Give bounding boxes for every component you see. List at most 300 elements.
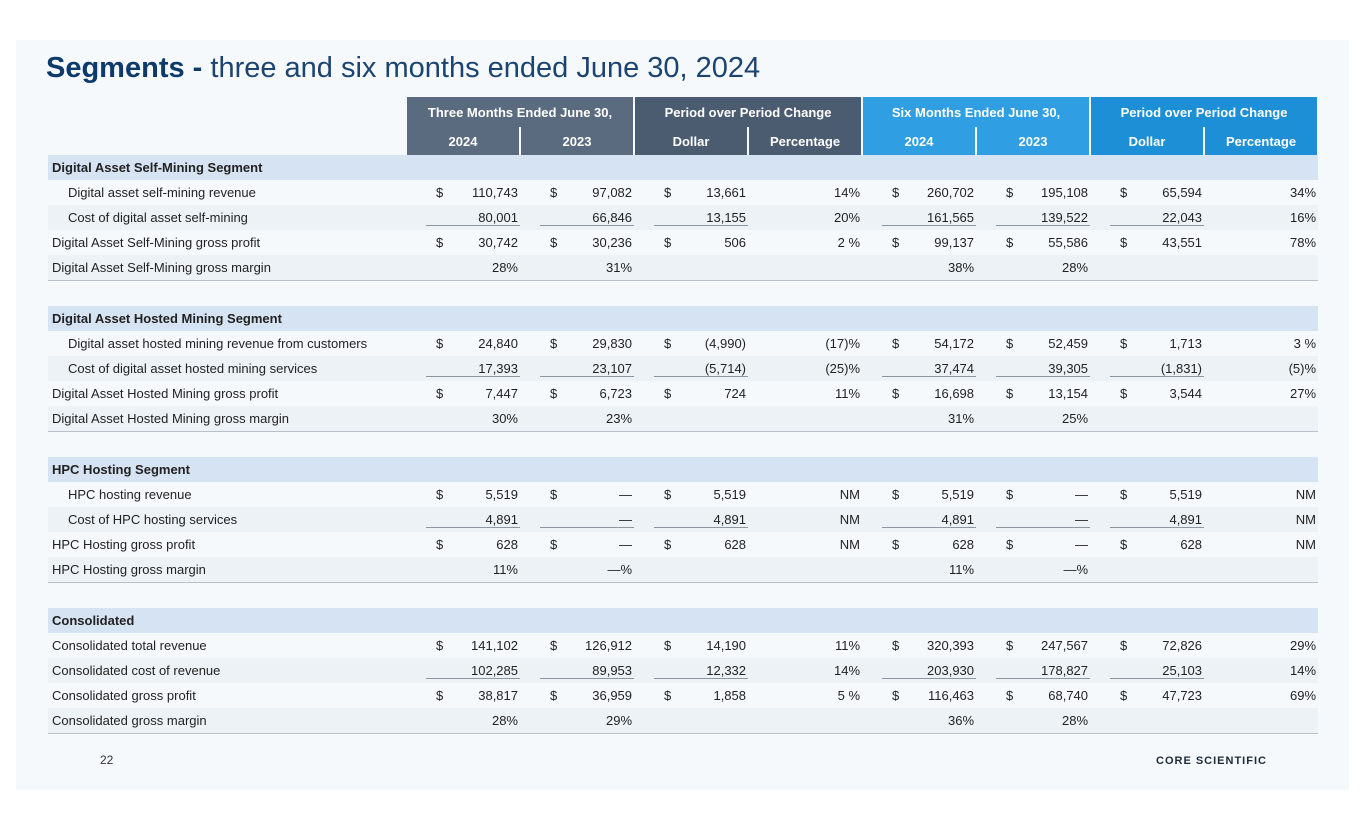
table-cell	[1090, 406, 1204, 432]
cell-value: 1,858	[713, 688, 747, 703]
currency-symbol: $	[550, 235, 558, 250]
cell-value: 31%	[947, 411, 975, 426]
page-title-bold: Segments -	[46, 52, 203, 84]
table-cell	[862, 255, 976, 281]
subheader-percentage-three: Percentage	[748, 127, 862, 155]
currency-symbol: $	[892, 235, 900, 250]
table-cell	[520, 507, 634, 532]
table-cell	[406, 356, 520, 381]
cell-value: 30,236	[592, 235, 633, 250]
table-cell	[748, 683, 862, 708]
currency-symbol: $	[664, 235, 672, 250]
spacer-row	[48, 281, 1318, 307]
table-cell	[634, 230, 748, 255]
table-cell	[748, 381, 862, 406]
currency-symbol: $	[436, 386, 444, 401]
cell-value: 29,830	[592, 336, 633, 351]
cell-value: —	[619, 537, 633, 552]
table-cell	[748, 180, 862, 205]
table-row	[48, 406, 1318, 432]
cell-value: 43,551	[1162, 235, 1203, 250]
cell-value: —%	[1063, 562, 1089, 577]
row-label: Digital asset hosted mining revenue from customers	[68, 336, 368, 351]
table-cell	[634, 205, 748, 230]
cell-value: (4,990)	[704, 336, 747, 351]
currency-symbol: $	[550, 638, 558, 653]
table-cell	[520, 557, 634, 583]
cell-value: 38,817	[478, 688, 518, 703]
currency-symbol: $	[1120, 235, 1128, 250]
cell-value: 47,723	[1162, 688, 1203, 703]
segment-header-row	[48, 608, 1318, 633]
table-cell	[862, 356, 976, 381]
cell-value: 30,742	[478, 235, 518, 250]
cell-value: —%	[607, 562, 633, 577]
currency-symbol: $	[1006, 336, 1014, 351]
cell-value: 12,332	[706, 662, 747, 678]
table-cell	[634, 180, 748, 205]
table-cell	[976, 557, 1090, 583]
currency-symbol: $	[1006, 386, 1014, 401]
subheader-2024-three: 2024	[406, 127, 520, 155]
table-cell	[520, 331, 634, 356]
row-label: Cost of digital asset self-mining	[48, 205, 406, 230]
cell-value: 3,544	[1169, 386, 1203, 401]
table-cell	[520, 180, 634, 205]
table-cell	[976, 658, 1090, 683]
table-row	[48, 683, 1318, 708]
table-cell	[1090, 482, 1204, 507]
cell-value: 6,723	[599, 386, 633, 401]
cell-value: 195,108	[1041, 185, 1089, 200]
cell-value: 36,959	[592, 688, 633, 703]
table-cell	[748, 557, 862, 583]
table-cell	[748, 507, 862, 532]
cell-value: NM	[1295, 487, 1317, 502]
table-cell	[634, 532, 748, 557]
table-cell	[406, 633, 520, 658]
table-row	[48, 230, 1318, 255]
table-cell	[976, 205, 1090, 230]
table-cell	[1204, 331, 1318, 356]
cell-value: 23%	[605, 411, 633, 426]
cell-value: 28%	[491, 713, 518, 728]
cell-value: 14%	[833, 663, 861, 678]
cell-value: (25)%	[825, 361, 861, 376]
header-three-months: Three Months Ended June 30,	[406, 97, 634, 127]
table-cell	[1090, 230, 1204, 255]
table-cell	[634, 381, 748, 406]
table-cell	[406, 331, 520, 356]
table-cell	[634, 406, 748, 432]
currency-symbol: $	[436, 336, 444, 351]
table-cell	[1090, 658, 1204, 683]
table-cell	[520, 381, 634, 406]
currency-symbol: $	[1120, 688, 1128, 703]
cell-value: 17,393	[478, 360, 518, 376]
table-cell	[748, 356, 862, 381]
table-row	[48, 708, 1318, 734]
cell-value: —	[619, 511, 633, 527]
table-cell	[862, 205, 976, 230]
table-cell	[1090, 255, 1204, 281]
cell-value: 2 %	[837, 235, 861, 250]
subheader-2023-three: 2023	[520, 127, 634, 155]
currency-symbol: $	[892, 336, 900, 351]
row-label: Consolidated gross margin	[48, 708, 406, 734]
table-cell	[406, 557, 520, 583]
cell-value: 203,930	[927, 662, 975, 678]
row-label: Cost of digital asset hosted mining services	[48, 356, 406, 381]
table-cell	[976, 331, 1090, 356]
table-cell	[634, 658, 748, 683]
table-cell	[1204, 205, 1318, 230]
segment-header-row	[48, 155, 1318, 180]
cell-value: 11%	[948, 562, 975, 577]
cell-value: 161,565	[927, 209, 975, 225]
cell-value: 28%	[1061, 713, 1089, 728]
segments-table	[48, 97, 1319, 734]
table-cell	[520, 658, 634, 683]
cell-value: 126,912	[585, 638, 633, 653]
currency-symbol: $	[1006, 235, 1014, 250]
table-row	[48, 482, 1318, 507]
cell-value: 5 %	[837, 688, 861, 703]
table-row	[48, 331, 1318, 356]
currency-symbol: $	[892, 537, 900, 552]
cell-value: 22,043	[1162, 209, 1203, 225]
table-cell	[520, 482, 634, 507]
currency-symbol: $	[436, 688, 444, 703]
cell-value: 52,459	[1048, 336, 1089, 351]
cell-value: 5,519	[1169, 487, 1203, 502]
table-row	[48, 180, 1318, 205]
cell-value: 1,713	[1169, 336, 1203, 351]
cell-value: 65,594	[1162, 185, 1203, 200]
currency-symbol: $	[436, 487, 444, 502]
table-cell	[976, 633, 1090, 658]
currency-symbol: $	[664, 688, 672, 703]
cell-value: (1,831)	[1160, 360, 1203, 376]
currency-symbol: $	[550, 487, 558, 502]
cell-value: 11%	[834, 638, 861, 653]
currency-symbol: $	[1006, 638, 1014, 653]
row-label: Digital asset self-mining revenue	[68, 185, 256, 200]
currency-symbol: $	[550, 336, 558, 351]
cell-value: —	[619, 487, 633, 502]
table-cell	[862, 482, 976, 507]
cell-value: 29%	[1289, 638, 1317, 653]
table-cell	[520, 708, 634, 734]
table-cell	[634, 683, 748, 708]
table-cell	[976, 482, 1090, 507]
table-cell	[976, 381, 1090, 406]
cell-value: 5,519	[941, 487, 975, 502]
cell-value: 628	[952, 537, 975, 552]
page-number: 22	[100, 753, 114, 767]
table-cell	[1090, 708, 1204, 734]
cell-value: 69%	[1289, 688, 1317, 703]
currency-symbol: $	[1006, 487, 1014, 502]
company-logo: CORE SCIENTIFIC	[1156, 755, 1267, 767]
currency-symbol: $	[550, 386, 558, 401]
table-row	[48, 381, 1318, 406]
cell-value: 20%	[833, 210, 861, 225]
table-cell	[748, 406, 862, 432]
table-cell	[748, 205, 862, 230]
table-cell	[520, 406, 634, 432]
cell-value: 628	[724, 537, 747, 552]
row-label: Digital Asset Self-Mining gross margin	[48, 255, 406, 281]
table-cell	[1204, 532, 1318, 557]
currency-symbol: $	[436, 537, 444, 552]
table-cell	[520, 683, 634, 708]
cell-value: (17)%	[825, 336, 861, 351]
table-cell	[1090, 683, 1204, 708]
table-cell	[634, 507, 748, 532]
currency-symbol: $	[436, 638, 444, 653]
cell-value: 54,172	[934, 336, 975, 351]
cell-value: 3 %	[1293, 336, 1317, 351]
table-cell	[862, 557, 976, 583]
table-cell	[406, 205, 520, 230]
cell-value: (5,714)	[704, 360, 747, 376]
cell-value: 13,154	[1048, 386, 1089, 401]
table-cell	[976, 683, 1090, 708]
cell-value: 102,285	[471, 662, 518, 678]
table-cell	[748, 532, 862, 557]
cell-value: 30%	[491, 411, 518, 426]
currency-symbol: $	[1120, 638, 1128, 653]
subheader-dollar-six: Dollar	[1090, 127, 1204, 155]
table-cell	[976, 180, 1090, 205]
table-cell	[520, 205, 634, 230]
segment-title: Digital Asset Self-Mining Segment	[48, 155, 1318, 180]
currency-symbol: $	[1006, 688, 1014, 703]
row-label: Consolidated gross profit	[52, 688, 196, 703]
cell-value: 89,953	[592, 662, 633, 678]
table-cell	[976, 507, 1090, 532]
cell-value: —	[1075, 511, 1089, 527]
row-label: Cost of HPC hosting services	[48, 507, 406, 532]
row-label: HPC hosting revenue	[68, 487, 192, 502]
currency-symbol: $	[436, 185, 444, 200]
table-row	[48, 633, 1318, 658]
table-cell	[406, 532, 520, 557]
cell-value: 39,305	[1048, 360, 1089, 376]
cell-value: (5)%	[1288, 361, 1317, 376]
currency-symbol: $	[550, 688, 558, 703]
table-cell	[1204, 683, 1318, 708]
table-cell	[862, 633, 976, 658]
table-cell	[976, 708, 1090, 734]
table-cell	[1204, 381, 1318, 406]
row-label: Digital Asset Self-Mining gross profit	[52, 235, 261, 250]
cell-value: 72,826	[1162, 638, 1203, 653]
currency-symbol: $	[664, 638, 672, 653]
cell-value: 13,661	[706, 185, 747, 200]
spacer-row	[48, 432, 1318, 458]
cell-value: 5,519	[713, 487, 747, 502]
segment-header-row	[48, 306, 1318, 331]
currency-symbol: $	[1006, 185, 1014, 200]
table-cell	[1090, 381, 1204, 406]
currency-symbol: $	[436, 235, 444, 250]
cell-value: 5,519	[485, 487, 518, 502]
cell-value: 724	[724, 386, 747, 401]
cell-value: 141,102	[471, 638, 518, 653]
cell-value: 4,891	[713, 511, 747, 527]
table-cell	[406, 255, 520, 281]
cell-value: 66,846	[592, 209, 633, 225]
cell-value: 27%	[1289, 386, 1317, 401]
table-cell	[976, 532, 1090, 557]
table-cell	[1204, 557, 1318, 583]
table-cell	[406, 708, 520, 734]
table-cell	[862, 708, 976, 734]
table-cell	[520, 230, 634, 255]
cell-value: 14%	[1289, 663, 1317, 678]
header-blank	[48, 97, 406, 127]
cell-value: 23,107	[592, 360, 633, 376]
cell-value: 99,137	[934, 235, 975, 250]
cell-value: 116,463	[927, 688, 975, 703]
table-cell	[748, 482, 862, 507]
currency-symbol: $	[664, 537, 672, 552]
cell-value: 37,474	[934, 360, 975, 376]
table-cell	[862, 381, 976, 406]
cell-value: 11%	[492, 562, 518, 577]
table-cell	[862, 180, 976, 205]
cell-value: 11%	[834, 386, 861, 401]
table-cell	[748, 633, 862, 658]
table-cell	[406, 507, 520, 532]
table-cell	[1090, 532, 1204, 557]
cell-value: 68,740	[1048, 688, 1089, 703]
cell-value: 16,698	[934, 386, 975, 401]
row-label: HPC Hosting gross margin	[48, 557, 406, 583]
table-row	[48, 205, 1318, 230]
table-cell	[862, 683, 976, 708]
cell-value: 36%	[947, 713, 975, 728]
currency-symbol: $	[664, 185, 672, 200]
table-cell	[406, 658, 520, 683]
cell-value: 628	[496, 537, 518, 552]
cell-value: —	[1075, 537, 1089, 552]
page-title-rest: three and six months ended June 30, 2024	[202, 52, 761, 84]
table-cell	[406, 482, 520, 507]
row-label: Digital Asset Hosted Mining gross margin	[48, 406, 406, 432]
subheader-2023-six: 2023	[976, 127, 1090, 155]
table-cell	[634, 331, 748, 356]
cell-value: —	[1075, 487, 1089, 502]
segment-header-row	[48, 457, 1318, 482]
table-cell	[634, 255, 748, 281]
table-cell	[976, 406, 1090, 432]
currency-symbol: $	[1120, 336, 1128, 351]
cell-value: 247,567	[1041, 638, 1089, 653]
cell-value: NM	[839, 537, 861, 552]
cell-value: 97,082	[592, 185, 633, 200]
table-cell	[862, 230, 976, 255]
table-cell	[1204, 658, 1318, 683]
currency-symbol: $	[892, 487, 900, 502]
segment-title: Consolidated	[48, 608, 1318, 633]
table-cell	[634, 633, 748, 658]
segment-title: Digital Asset Hosted Mining Segment	[48, 306, 1318, 331]
table-cell	[862, 331, 976, 356]
cell-value: 31%	[605, 260, 633, 275]
slide	[16, 40, 1349, 790]
row-label: HPC Hosting gross profit	[52, 537, 196, 552]
cell-value: 34%	[1289, 185, 1317, 200]
table-cell	[1090, 331, 1204, 356]
table-cell	[520, 633, 634, 658]
currency-symbol: $	[1120, 537, 1128, 552]
cell-value: 55,586	[1048, 235, 1089, 250]
cell-value: 29%	[605, 713, 633, 728]
row-label: Consolidated cost of revenue	[48, 658, 406, 683]
row-label: Consolidated total revenue	[52, 638, 207, 653]
table-cell	[634, 557, 748, 583]
table-cell	[1090, 507, 1204, 532]
table-cell	[1204, 482, 1318, 507]
cell-value: 14,190	[706, 638, 747, 653]
cell-value: 4,891	[1169, 511, 1203, 527]
table-cell	[1204, 230, 1318, 255]
cell-value: 506	[724, 235, 747, 250]
cell-value: 320,393	[927, 638, 975, 653]
table-cell	[862, 406, 976, 432]
table-cell	[1204, 255, 1318, 281]
table-cell	[520, 356, 634, 381]
cell-value: NM	[1295, 512, 1317, 527]
table-cell	[748, 708, 862, 734]
table-cell	[748, 255, 862, 281]
cell-value: 7,447	[485, 386, 518, 401]
cell-value: NM	[1295, 537, 1317, 552]
subheader-percentage-six: Percentage	[1204, 127, 1318, 155]
table-row	[48, 532, 1318, 557]
cell-value: 260,702	[927, 185, 975, 200]
table-cell	[1090, 180, 1204, 205]
table-cell	[406, 230, 520, 255]
table-cell	[748, 658, 862, 683]
currency-symbol: $	[1120, 185, 1128, 200]
cell-value: 110,743	[471, 185, 518, 200]
table-cell	[862, 507, 976, 532]
cell-value: 16%	[1289, 210, 1317, 225]
table-cell	[1204, 633, 1318, 658]
table-row	[48, 658, 1318, 683]
spacer-row	[48, 583, 1318, 609]
currency-symbol: $	[1006, 537, 1014, 552]
cell-value: 178,827	[1041, 662, 1089, 678]
currency-symbol: $	[664, 487, 672, 502]
currency-symbol: $	[892, 688, 900, 703]
cell-value: 78%	[1289, 235, 1317, 250]
table-cell	[1204, 507, 1318, 532]
subheader-2024-six: 2024	[862, 127, 976, 155]
cell-value: 25,103	[1162, 662, 1203, 678]
table-cell	[1090, 557, 1204, 583]
table-cell	[1090, 205, 1204, 230]
table-row	[48, 557, 1318, 583]
table-row	[48, 507, 1318, 532]
cell-value: 4,891	[485, 511, 518, 527]
table-cell	[406, 180, 520, 205]
currency-symbol: $	[1120, 386, 1128, 401]
